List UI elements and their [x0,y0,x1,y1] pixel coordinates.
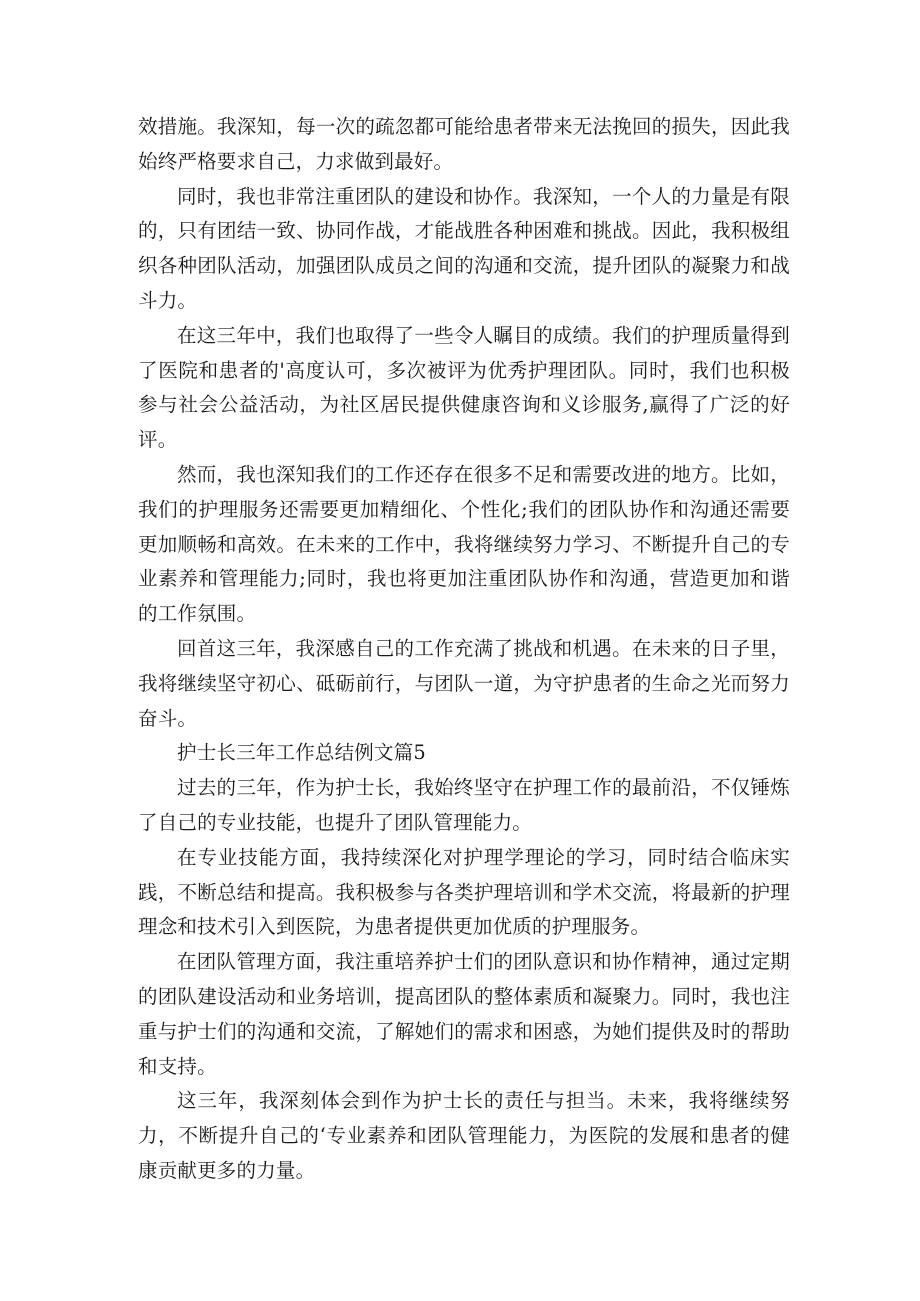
document-body [138,110,790,1189]
paragraph-8: 在团队管理方面，我注重培养护士们的团队意识和协作精神，通过定期的团队建设活动和业务培训，提高团队的整体素质和凝聚力。同时，我也注重与护士们的沟通和交流，了解她们的需求和困惑，为她们提供及时的帮助和支持。 [138,950,790,1078]
paragraph-4: 然而，我也深知我们的工作还存在很多不足和需要改进的地方。比如，我们的护理服务还需要更加精细化、个性化;我们的团队协作和沟通还需要更加顺畅和高效。在未来的工作中，我将继续努力学习、不断提升自己的专业素养和管理能力;同时，我也将更加注重团队协作和沟通，营造更加和谐的工作氛围。 [138,462,790,626]
section-heading: 护士长三年工作总结例文篇5 [177,741,427,765]
paragraph-5: 回首这三年，我深感自己的工作充满了挑战和机遇。在未来的日子里，我将继续坚守初心、砥砺前行，与团队一道，为守护患者的生命之光而努力奋斗。 [138,636,790,730]
paragraph-3: 在这三年中，我们也取得了一些令人瞩目的成绩。我们的护理质量得到了医院和患者的'高度认可，多次被评为优秀护理团队。同时，我们也积极参与社会公益活动，为社区居民提供健康咨询和义诊服务,赢得了广泛的好评。 [138,323,790,452]
paragraph-9: 这三年，我深刻体会到作为护士长的责任与担当。未来，我将继续努力，不断提升自己的‘专业素养和团队管理能力，为医院的发展和患者的健康贡献更多的力量。 [138,1089,790,1182]
paragraph-7: 在专业技能方面，我持续深化对护理学理论的学习，同时结合临床实践，不断总结和提高。我积极参与各类护理培训和学术交流，将最新的护理理念和技术引入到医院，为患者提供更加优质的护理服务。 [138,845,790,939]
paragraph-1: 效措施。我深知，每一次的疏忽都可能给患者带来无法挽回的损失，因此我始终严格要求自己，力求做到最好。 [138,115,790,173]
paragraph-2: 同时，我也非常注重团队的建设和协作。我深知，一个人的力量是有限的，只有团结一致、协同作战，才能战胜各种困难和挑战。因此，我积极组织各种团队活动，加强团队成员之间的沟通和交流，提升团队的凝聚力和战斗力。 [138,184,790,312]
paragraph-6: 过去的三年，作为护士长，我始终坚守在护理工作的最前沿，不仅锤炼了自己的专业技能，也提升了团队管理能力。 [138,776,790,834]
